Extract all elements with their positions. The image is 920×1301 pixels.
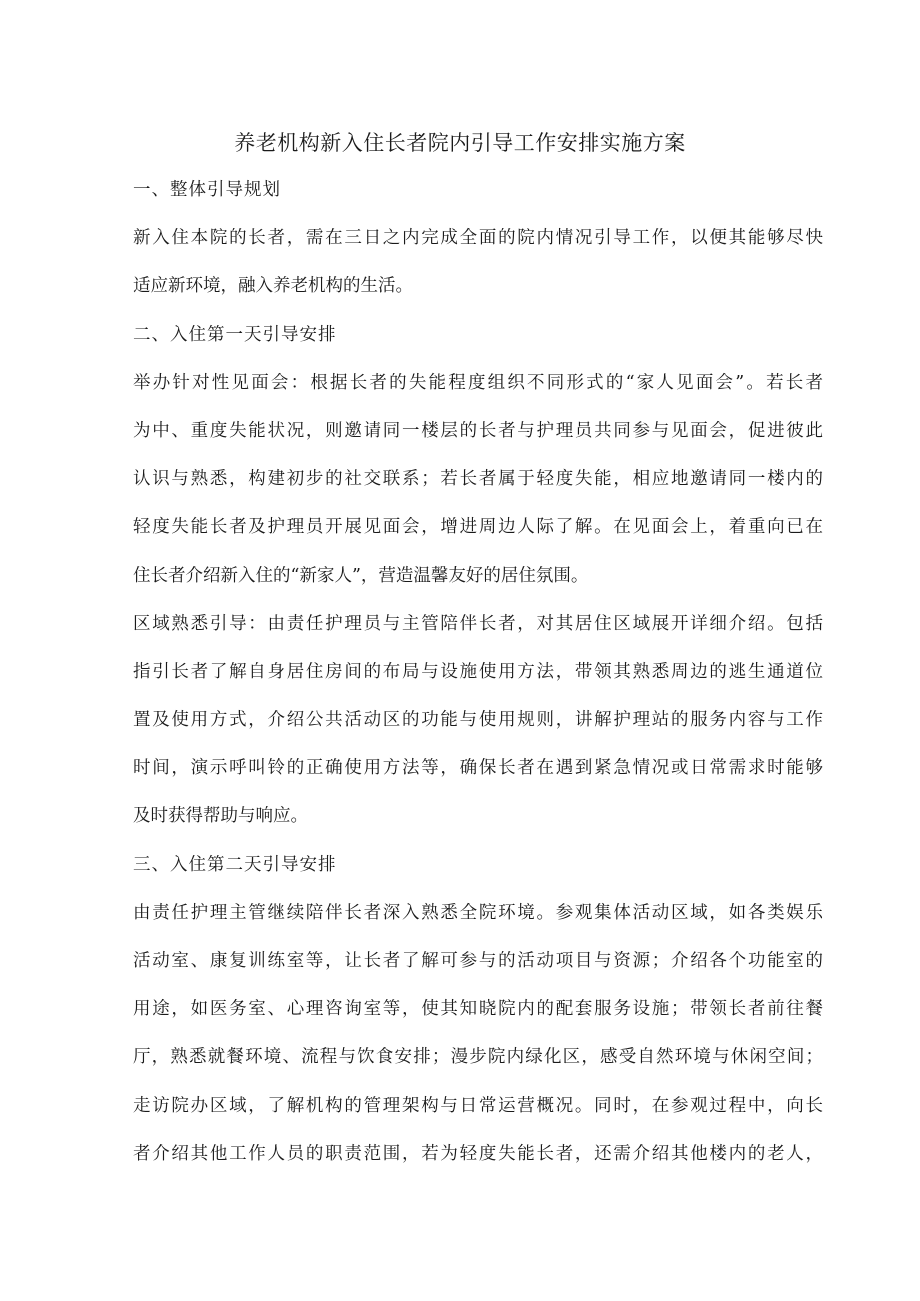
paragraph-line: 用途，如医务室、心理咨询室等，使其知晓院内的配套服务设施；带领长者前往餐 xyxy=(133,999,823,1020)
paragraph-line: 走访院办区域，了解机构的管理架构与日常运营概况。同时，在参观过程中，向长 xyxy=(133,1095,823,1116)
section-heading: 三、入住第二天引导安排 xyxy=(133,854,337,875)
paragraph-line: 者介绍其他工作人员的职责范围，若为轻度失能长者，还需介绍其他楼内的老人， xyxy=(133,1143,823,1164)
paragraph-line: 由责任护理主管继续陪伴长者深入熟悉全院环境。参观集体活动区域，如各类娱乐 xyxy=(133,902,823,923)
paragraph-line: 活动室、康复训练室等，让长者了解可参与的活动项目与资源；介绍各个功能室的 xyxy=(133,951,823,971)
document-body xyxy=(133,166,823,1178)
paragraph-line: 轻度失能长者及护理员开展见面会，增进周边人际了解。在见面会上，着重向已在 xyxy=(133,517,823,538)
paragraph-line: 认识与熟悉，构建初步的社交联系；若长者属于轻度失能，相应地邀请同一楼内的 xyxy=(133,469,823,490)
paragraph-line: 时间，演示呼叫铃的正确使用方法等，确保长者在遇到紧急情况或日常需求时能够 xyxy=(133,758,823,779)
paragraph-line: 指引长者了解自身居住房间的布局与设施使用方法，带领其熟悉周边的逃生通道位 xyxy=(133,661,823,682)
paragraph-line: 为中、重度失能状况，则邀请同一楼层的长者与护理员共同参与见面会，促进彼此 xyxy=(133,420,823,441)
paragraph-line: 及时获得帮助与响应。 xyxy=(133,806,308,827)
paragraph-line: 区域熟悉引导：由责任护理员与主管陪伴长者，对其居住区域展开详细介绍。包括 xyxy=(133,613,823,634)
paragraph-line: 举办针对性见面会：根据长者的失能程度组织不同形式的“家人见面会”。若长者 xyxy=(133,372,823,393)
paragraph-line: 适应新环境，融入养老机构的生活。 xyxy=(133,276,413,297)
paragraph-line: 新入住本院的长者，需在三日之内完成全面的院内情况引导工作，以便其能够尽快 xyxy=(133,228,823,249)
paragraph-line: 厅，熟悉就餐环境、流程与饮食安排；漫步院内绿化区，感受自然环境与休闲空间； xyxy=(133,1047,823,1068)
paragraph-line: 置及使用方式，介绍公共活动区的功能与使用规则，讲解护理站的服务内容与工作 xyxy=(133,710,823,731)
document-title: 养老机构新入住长者院内引导工作安排实施方案 xyxy=(234,131,686,155)
section-heading: 二、入住第一天引导安排 xyxy=(133,324,337,345)
paragraph-line: 住长者介绍新入住的“新家人”，营造温馨友好的居住氛围。 xyxy=(133,565,589,586)
section-heading: 一、整体引导规划 xyxy=(133,180,281,200)
